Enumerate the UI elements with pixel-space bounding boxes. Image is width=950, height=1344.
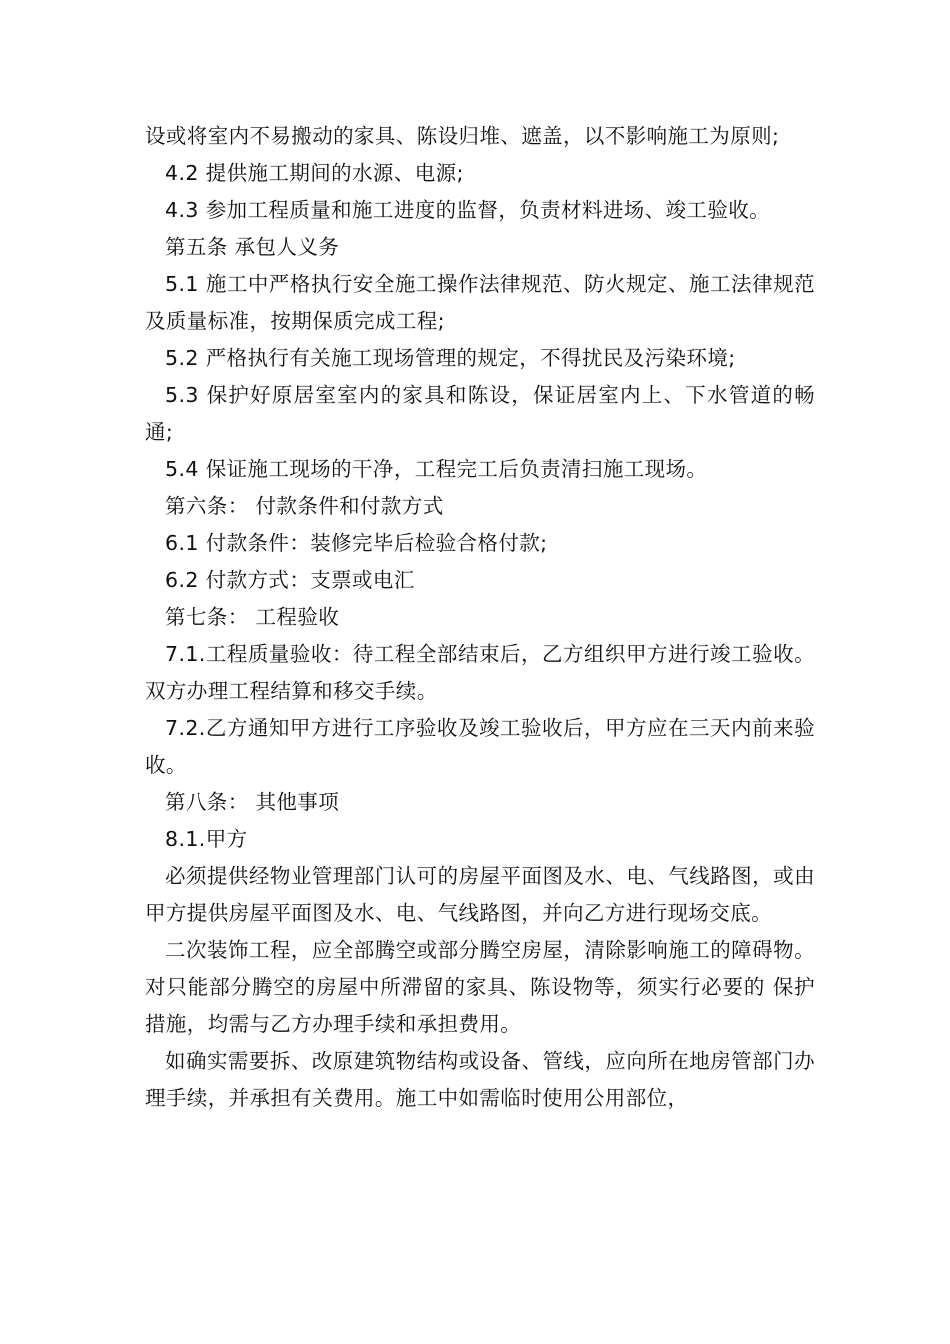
clause-5-3: 5.3 保护好原居室室内的家具和陈设，保证居室内上、下水管道的畅通; xyxy=(145,383,815,444)
clause-7-1: 7.1.工程质量验收：待工程全部结束后，乙方组织甲方进行竣工验收。双方办理工程结算和移交手续。 xyxy=(145,642,815,703)
clause-6-2: 6.2 付款方式：支票或电汇 xyxy=(165,568,415,592)
clause-4-3: 4.3 参加工程质量和施工进度的监督，负责材料进场、竣工验收。 xyxy=(165,198,771,222)
clause-5-1: 5.1 施工中严格执行安全施工操作法律规范、防火规定、施工法律规范及质量标准，按期保质完成工程; xyxy=(145,272,815,333)
clause-8-1-item-1: 必须提供经物业管理部门认可的房屋平面图及水、电、气线路图，或由甲方提供房屋平面图及水、电、气线路图，并向乙方进行现场交底。 xyxy=(145,864,815,925)
clause-5-2: 5.2 严格执行有关施工现场管理的规定，不得扰民及污染环境; xyxy=(165,346,736,370)
clause-8-1-item-3: 如确实需要拆、改原建筑物结构或设备、管线，应向所在地房管部门办理手续，并承担有关费用。施工中如需临时使用公用部位， xyxy=(145,1049,815,1110)
clause-7-2: 7.2.乙方通知甲方进行工序验收及竣工验收后，甲方应在三天内前来验收。 xyxy=(145,716,815,777)
clause-8-1-item-2: 二次装饰工程，应全部腾空或部分腾空房屋，清除影响施工的障碍物。对只能部分腾空的房屋中所滞留的家具、陈设物等，须实行必要的 保护措施，均需与乙方办理手续和承担费用。 xyxy=(145,938,815,1036)
clause-6-1: 6.1 付款条件：装修完毕后检验合格付款; xyxy=(165,531,548,555)
article-6-heading: 第六条： 付款条件和付款方式 xyxy=(165,494,444,518)
article-5-heading: 第五条 承包人义务 xyxy=(165,235,340,259)
paragraph-continuation: 设或将室内不易搬动的家具、陈设归堆、遮盖，以不影响施工为原则; xyxy=(145,124,780,148)
document-body xyxy=(145,118,815,1117)
clause-4-2: 4.2 提供施工期间的水源、电源; xyxy=(165,161,464,185)
clause-5-4: 5.4 保证施工现场的干净，工程完工后负责清扫施工现场。 xyxy=(165,457,708,481)
article-8-heading: 第八条： 其他事项 xyxy=(165,790,340,814)
clause-8-1: 8.1.甲方 xyxy=(165,827,248,851)
article-7-heading: 第七条： 工程验收 xyxy=(165,605,340,629)
